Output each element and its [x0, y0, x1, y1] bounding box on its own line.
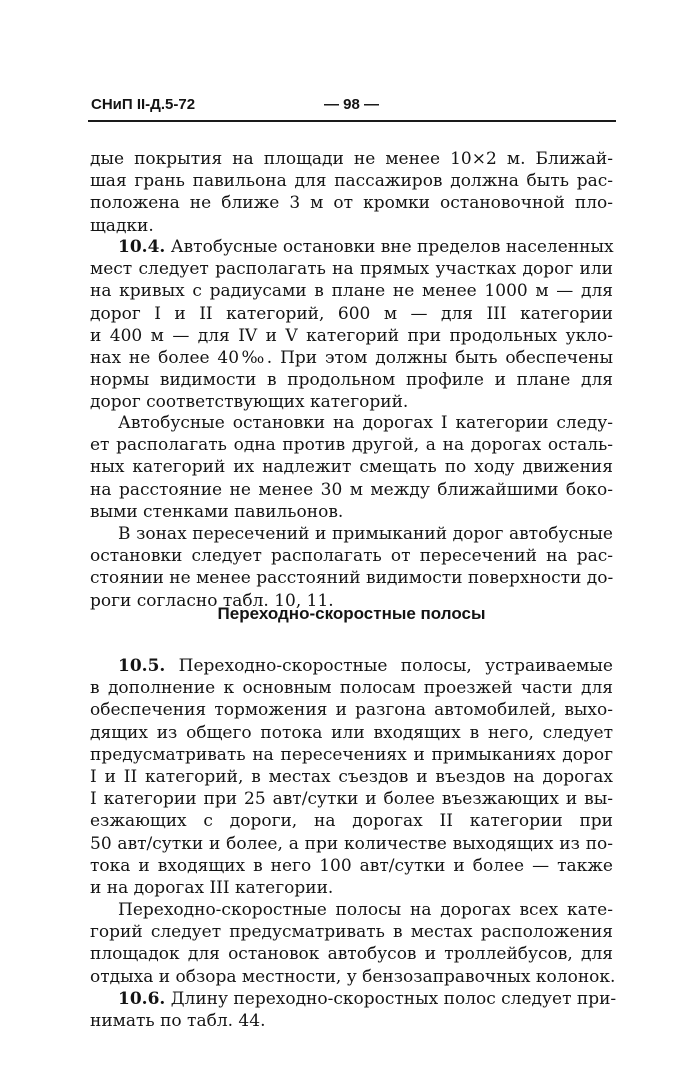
text-line: дые покрытия на площади не менее 10×2 м. Ближай-	[90, 149, 613, 169]
text-line: остановки следует располагать от пересечений на рас-	[90, 546, 613, 567]
text-line: нормы видимости в продольном профиле и плане для	[90, 370, 613, 391]
text-line: в дополнение к основным полосам проезжей части для	[90, 678, 613, 699]
text-line: тока и входящих в него 100 авт/сутки и более — также	[90, 855, 613, 876]
page-header	[91, 96, 615, 118]
clause-number: 10.4.	[118, 237, 166, 257]
text-line: ет располагать одна против другой, а на дорогах осталь-	[90, 435, 613, 456]
text-line: шая грань павильона для пассажиров должна быть рас-	[90, 171, 613, 192]
text-line: ных категорий их надлежит смещать по ходу движения	[90, 457, 613, 478]
text-line: нах не более 40‰. При этом должны быть обеспечены	[90, 348, 613, 369]
text-line	[90, 655, 613, 677]
text-line: езжающих с дороги, на дорогах II категории при	[90, 811, 613, 832]
clause-text: Автобусные остановки вне пределов населенных	[170, 237, 614, 257]
text-line: 50 авт/сутки и более, а при количестве выходящих из по-	[90, 833, 613, 854]
text-line: I и II категорий, в местах съездов и въездов на дорогах	[90, 767, 613, 788]
text-line: положена не ближе 3 м от кромки остановочной пло-	[90, 193, 613, 214]
clause-number: 10.6.	[118, 989, 166, 1009]
text-line: щадки.	[90, 215, 154, 236]
text-line	[90, 988, 617, 1010]
text-line: I категории при 25 авт/сутки и более въезжающих и вы-	[90, 789, 613, 810]
clause-text: Переходно-скоростные полосы, устраиваемые	[178, 656, 613, 676]
text-line: на кривых с радиусами в плане не менее 1000 м — для	[90, 281, 613, 302]
paragraph-10-4	[90, 236, 613, 414]
text-line	[90, 236, 613, 258]
text-line: дящих из общего потока или входящих в него, следует	[90, 722, 613, 743]
section-title: Переходно-скоростные полосы	[217, 604, 486, 623]
text-line: мест следует располагать на прямых участках дорог или	[90, 259, 613, 280]
text-line: предусматривать на пересечениях и примыканиях дорог	[90, 744, 613, 765]
paragraph-continued	[90, 148, 613, 237]
text-line: В зонах пересечений и примыканий дорог автобусные	[118, 524, 613, 544]
text-line: Переходно-скоростные полосы на дорогах всех кате-	[118, 900, 613, 920]
text-line: дорог соответствующих категорий.	[90, 392, 409, 413]
text-line: горий следует предусматривать в местах расположения	[90, 922, 613, 943]
text-line: площадок для остановок автобусов и троллейбусов, для	[90, 944, 613, 965]
clause-text: Длину переходно-скоростных полос следует при-	[170, 989, 617, 1009]
text-line: на расстояние не менее 30 м между ближайшими боко-	[90, 479, 613, 500]
text-line: обеспечения торможения и разгона автомобилей, выхо-	[90, 700, 613, 721]
paragraph-transition-lanes-locations	[90, 899, 616, 988]
text-line: и на дорогах III категории.	[90, 878, 334, 899]
text-line: роги согласно табл. 10, 11.	[90, 590, 334, 611]
paragraph-10-6	[90, 988, 617, 1032]
clause-number: 10.5.	[118, 656, 166, 676]
paragraph-10-5	[90, 655, 613, 899]
document-code: СНиП II-Д.5-72	[91, 96, 196, 113]
page-number: — 98 —	[324, 96, 380, 113]
text-line: и 400 м — для IV и V категорий при продольных укло-	[90, 325, 613, 346]
text-line: нимать по табл. 44.	[90, 1011, 266, 1032]
text-line: Автобусные остановки на дорогах I категории следу-	[118, 413, 613, 433]
header-rule	[88, 120, 616, 122]
text-line: стоянии не менее расстояний видимости поверхности до-	[90, 568, 614, 589]
text-line: дорог I и II категорий, 600 м — для III категории	[90, 303, 613, 324]
text-line: отдыха и обзора местности, у бензозаправочных колонок.	[90, 966, 616, 987]
paragraph-bus-stops-offset	[90, 412, 613, 523]
paragraph-intersections	[90, 523, 613, 612]
text-line: выми стенками павильонов.	[90, 501, 344, 522]
